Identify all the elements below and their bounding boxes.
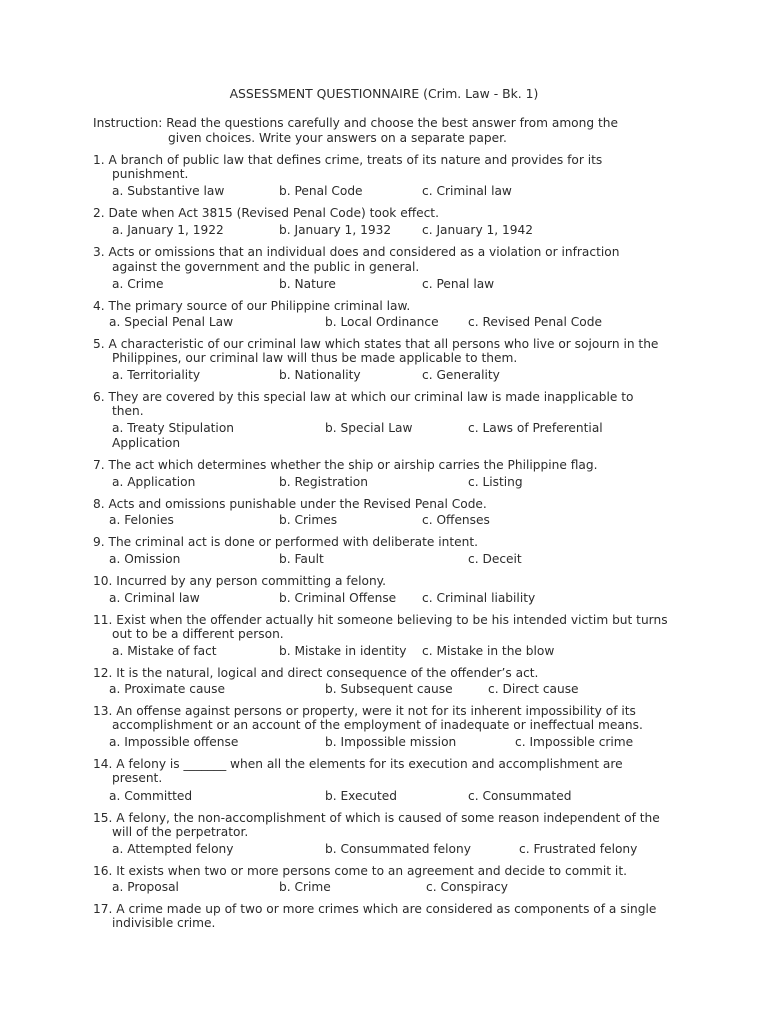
question-6-text-cont: then. (112, 404, 144, 418)
question-14-text-cont: present. (112, 771, 163, 785)
question-15-text-cont: will of the perpetrator. (112, 825, 249, 839)
question-8-choice-a: a. Felonies (109, 513, 174, 527)
question-7-choice-c: c. Listing (468, 475, 523, 489)
question-7-choice-b: b. Registration (279, 475, 368, 489)
question-3-text-cont: against the government and the public in general. (112, 260, 420, 274)
question-8-choice-c: c. Offenses (422, 513, 490, 527)
question-14-text: 14. A felony is _______ when all the elements for its execution and accomplishment are (93, 757, 623, 771)
question-13-choice-c: c. Impossible crime (515, 735, 634, 749)
question-9-text: 9. The criminal act is done or performed with deliberate intent. (93, 535, 479, 549)
question-17-text-cont: indivisible crime. (112, 916, 216, 930)
question-5-choice-a: a. Territoriality (112, 368, 201, 382)
question-9-choice-a: a. Omission (109, 552, 181, 566)
question-15-text: 15. A felony, the non-accomplishment of which is caused of some reason independent of the (93, 811, 660, 825)
question-7-choice-a: a. Application (112, 475, 196, 489)
question-16-choice-b: b. Crime (279, 880, 331, 894)
document-title: ASSESSMENT QUESTIONNAIRE (Crim. Law - Bk. 1) (229, 86, 539, 101)
question-15-choice-c: c. Frustrated felony (519, 842, 638, 856)
question-15-choice-a: a. Attempted felony (112, 842, 234, 856)
question-11-choice-c: c. Mistake in the blow (422, 644, 555, 658)
question-6-choice-b: b. Special Law (325, 421, 413, 435)
question-2-text: 2. Date when Act 3815 (Revised Penal Code) took effect. (93, 206, 439, 220)
question-4-choice-c: c. Revised Penal Code (468, 315, 602, 329)
question-14-choice-a: a. Committed (109, 789, 193, 803)
instruction-line-2: given choices. Write your answers on a separate paper. (168, 131, 507, 145)
question-3-choice-b: b. Nature (279, 277, 336, 291)
question-13-choice-a: a. Impossible offense (109, 735, 239, 749)
question-5-choice-c: c. Generality (422, 368, 500, 382)
question-1-text: 1. A branch of public law that defines crime, treats of its nature and provides for its (93, 153, 603, 167)
question-12-choice-b: b. Subsequent cause (325, 682, 453, 696)
question-12-choice-c: c. Direct cause (488, 682, 579, 696)
question-2-choice-a: a. January 1, 1922 (112, 223, 224, 237)
question-8-choice-b: b. Crimes (279, 513, 338, 527)
question-4-text: 4. The primary source of our Philippine criminal law. (93, 299, 411, 313)
question-7-text: 7. The act which determines whether the ship or airship carries the Philippine flag. (93, 458, 598, 472)
question-11-text-cont: out to be a different person. (112, 627, 284, 641)
question-12-text: 12. It is the natural, logical and direct consequence of the offender’s act. (93, 666, 539, 680)
question-6-choice-a: a. Treaty Stipulation (112, 421, 235, 435)
question-1-text-cont: punishment. (112, 167, 189, 181)
question-17-text: 17. A crime made up of two or more crimes which are considered as components of a single (93, 902, 657, 916)
question-6-choice-c-cont: Application (112, 436, 181, 450)
question-1-choice-a: a. Substantive law (112, 184, 225, 198)
question-2-choice-b: b. January 1, 1932 (279, 223, 392, 237)
question-16-choice-c: c. Conspiracy (426, 880, 509, 894)
question-1-choice-c: c. Criminal law (422, 184, 512, 198)
question-11-text: 11. Exist when the offender actually hit someone believing to be his intended victim but turns (93, 613, 668, 627)
question-4-choice-b: b. Local Ordinance (325, 315, 439, 329)
question-13-text-cont: accomplishment or an account of the employment of inadequate or ineffectual means. (112, 718, 643, 732)
question-1-choice-b: b. Penal Code (279, 184, 363, 198)
question-16-choice-a: a. Proposal (112, 880, 179, 894)
question-12-choice-a: a. Proximate cause (109, 682, 226, 696)
question-5-text-cont: Philippines, our criminal law will thus be made applicable to them. (112, 351, 518, 365)
question-2-choice-c: c. January 1, 1942 (422, 223, 534, 237)
question-5-text: 5. A characteristic of our criminal law which states that all persons who live or sojourn in the (93, 337, 659, 351)
question-9-choice-b: b. Fault (279, 552, 324, 566)
question-5-choice-b: b. Nationality (279, 368, 361, 382)
question-3-choice-c: c. Penal law (422, 277, 495, 291)
question-10-choice-c: c. Criminal liability (422, 591, 536, 605)
question-14-choice-c: c. Consummated (468, 789, 572, 803)
instruction-line-1: Instruction: Read the questions carefully and choose the best answer from among the (93, 116, 618, 130)
question-16-text: 16. It exists when two or more persons come to an agreement and decide to commit it. (93, 864, 627, 878)
question-10-text: 10. Incurred by any person committing a felony. (93, 574, 387, 588)
question-11-choice-a: a. Mistake of fact (112, 644, 217, 658)
question-15-choice-b: b. Consummated felony (325, 842, 471, 856)
question-13-text: 13. An offense against persons or property, were it not for its inherent impossibility of its (93, 704, 636, 718)
question-10-choice-b: b. Criminal Offense (279, 591, 397, 605)
question-10-choice-a: a. Criminal law (109, 591, 200, 605)
question-13-choice-b: b. Impossible mission (325, 735, 457, 749)
question-3-text: 3. Acts or omissions that an individual does and considered as a violation or infraction (93, 245, 620, 259)
question-3-choice-a: a. Crime (112, 277, 164, 291)
question-14-choice-b: b. Executed (325, 789, 397, 803)
question-6-text: 6. They are covered by this special law at which our criminal law is made inapplicable to (93, 390, 634, 404)
question-8-text: 8. Acts and omissions punishable under the Revised Penal Code. (93, 497, 487, 511)
question-11-choice-b: b. Mistake in identity (279, 644, 407, 658)
question-4-choice-a: a. Special Penal Law (109, 315, 234, 329)
question-6-choice-c: c. Laws of Preferential (468, 421, 603, 435)
question-9-choice-c: c. Deceit (468, 552, 522, 566)
